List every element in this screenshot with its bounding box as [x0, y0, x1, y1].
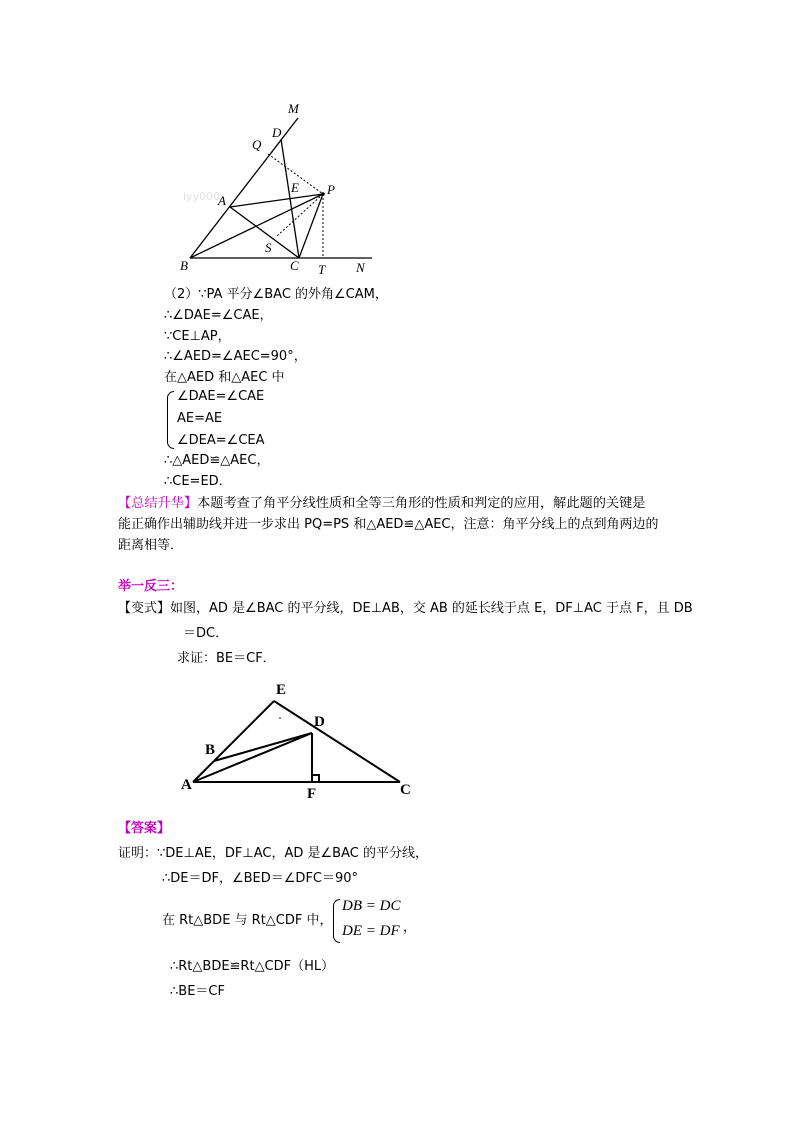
point-label-d: D: [314, 714, 325, 730]
answer-line-3: 在 Rt△BDE 与 Rt△CDF 中，: [162, 913, 333, 928]
variant-line-3: 求证：BE＝CF．: [177, 651, 276, 666]
system-line: DE = DF: [342, 923, 400, 939]
point-label-p: P: [327, 182, 335, 197]
summary-text: 本题考查了角平分线性质和全等三角形的性质和判定的应用，解此题的关键是: [197, 496, 646, 511]
watermark-text: lyy000: [183, 190, 221, 203]
point-label-b: B: [205, 742, 216, 758]
point-label-s: S: [265, 240, 272, 255]
proof-line: ∴△AED≌△AEC，: [164, 453, 270, 468]
proof-line: ∵CE⊥AP，: [164, 329, 231, 344]
point-label-m: M: [288, 101, 299, 116]
proof-line: ∴∠DAE=∠CAE，: [164, 308, 273, 323]
variant-text: 如图，AD 是∠BAC 的平分线，DE⊥AB，交 AB 的延长线于点 E，DF⊥AC 于点 F，且 DB: [170, 601, 693, 616]
system-suffix: ，: [403, 920, 417, 935]
summary-line-3: 距离相等．: [118, 538, 184, 553]
system-line: ∠DAE=∠CAE: [177, 389, 265, 404]
system-line: ∠DEA=∠CEA: [177, 433, 265, 448]
point-label-d: D: [272, 125, 282, 140]
point-label-n: N: [356, 260, 365, 275]
section-title: 举一反三：: [118, 579, 184, 594]
point-label-e: E: [276, 682, 287, 698]
point-label-c: C: [290, 258, 299, 273]
point-label-c: C: [400, 782, 411, 798]
point-label-t: T: [318, 262, 326, 277]
proof-line: 在△AED 和△AEC 中: [164, 370, 285, 385]
point-label-q: Q: [252, 137, 262, 152]
variant-tag: 【变式】: [118, 601, 171, 616]
system-line: AE=AE: [177, 411, 223, 426]
summary-tag: 【总结升华】: [118, 496, 198, 511]
proof-line: （2）∵PA 平分∠BAC 的外角∠CAM，: [164, 287, 388, 302]
summary-line-2: 能正确作出辅助线并进一步求出 PQ=PS 和△AED≌△AEC，注意：角平分线上的点到角两边的: [118, 517, 659, 532]
answer-tag: 【答案】: [118, 821, 171, 836]
point-label-a: A: [181, 777, 192, 793]
point-label-a: A: [218, 193, 226, 208]
point-label-e: E: [291, 180, 299, 195]
variant-line-2: ＝DC．: [183, 626, 229, 641]
answer-line-2: ∴DE＝DF，∠BED＝∠DFC＝90°: [162, 871, 359, 886]
proof-line: ∴CE=ED．: [164, 474, 232, 489]
answer-line-5: ∴BE＝CF: [170, 984, 225, 999]
point-label-b: B: [180, 258, 188, 273]
answer-line-1: 证明：∵DE⊥AE，DF⊥AC，AD 是∠BAC 的平分线，: [118, 846, 428, 861]
system-brace: [333, 899, 340, 943]
point-label-f: F: [307, 786, 317, 802]
answer-line-4: ∴Rt△BDE≌Rt△CDF（HL）: [170, 959, 335, 974]
proof-line: ∴∠AED=∠AEC=90°，: [164, 349, 307, 364]
system-line: DB = DC: [342, 898, 401, 914]
